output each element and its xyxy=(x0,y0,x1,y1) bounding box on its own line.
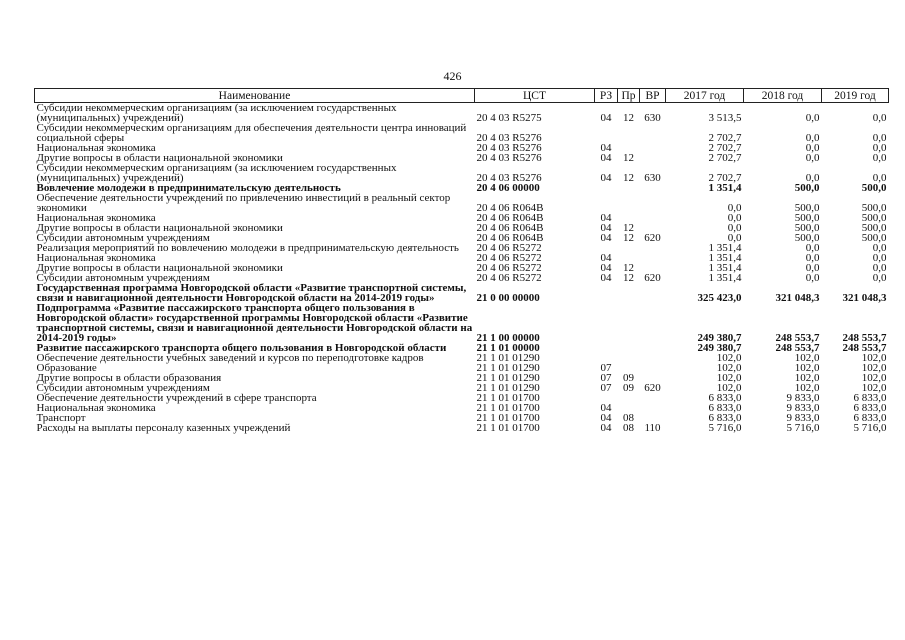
row-pr-cell xyxy=(618,303,640,343)
row-vr-cell xyxy=(640,353,666,363)
row-rz-cell: 04 xyxy=(600,252,612,264)
row-2017-cell: 325 423,0 xyxy=(697,292,742,304)
budget-table xyxy=(34,88,889,433)
row-pr-cell xyxy=(618,193,640,213)
row-name-cell: Субсидии некоммерческим организациям для обеспечения деятельности центра инноваций социальной сферы xyxy=(36,122,467,144)
row-cst-cell: 21 1 01 01700 xyxy=(476,402,540,414)
row-cst-cell: 21 1 01 01290 xyxy=(476,382,540,394)
row-2018-cell: 102,0 xyxy=(794,362,820,374)
row-cst-cell: 21 1 01 00000 xyxy=(476,342,540,354)
row-cst-cell: 21 1 01 01290 xyxy=(476,372,540,384)
row-vr-cell: 620 xyxy=(644,232,661,244)
row-2018-cell: 500,0 xyxy=(794,202,820,214)
row-2019-cell: 0,0 xyxy=(872,262,887,274)
row-name-cell: Национальная экономика xyxy=(36,212,156,224)
column-header-cst: ЦСТ xyxy=(475,89,595,103)
row-2018-cell: 9 833,0 xyxy=(786,412,820,424)
row-2017-cell: 5 716,0 xyxy=(708,422,742,434)
row-pr-cell xyxy=(618,343,640,353)
row-vr-cell xyxy=(640,193,666,213)
row-cst-cell: 21 1 01 01700 xyxy=(476,412,540,424)
column-header-rz: РЗ xyxy=(595,89,618,103)
row-pr-cell xyxy=(618,123,640,143)
row-2019-cell: 0,0 xyxy=(872,252,887,264)
row-2018-cell: 0,0 xyxy=(805,132,820,144)
row-2018-cell: 0,0 xyxy=(805,252,820,264)
row-rz-cell xyxy=(595,283,618,303)
row-name-cell: Обеспечение деятельности учреждений по привлечению инвестиций в реальный сектор экономики xyxy=(36,192,451,214)
row-vr-cell xyxy=(640,363,666,373)
row-2018-cell: 0,0 xyxy=(805,112,820,124)
table-row xyxy=(35,163,889,183)
row-rz-cell xyxy=(595,123,618,143)
row-vr-cell: 620 xyxy=(644,272,661,284)
row-name-cell: Транспорт xyxy=(36,412,86,424)
row-rz-cell xyxy=(595,343,618,353)
row-name-cell: Субсидии автономным учреждениям xyxy=(36,232,210,244)
column-header-2019: 2019 год xyxy=(822,89,889,103)
row-2019-cell: 500,0 xyxy=(861,182,887,194)
row-rz-cell xyxy=(595,183,618,193)
row-vr-cell xyxy=(640,303,666,343)
row-pr-cell: 08 xyxy=(623,412,634,424)
row-name-cell: Национальная экономика xyxy=(36,142,156,154)
row-rz-cell: 04 xyxy=(600,422,612,434)
row-2018-cell: 0,0 xyxy=(805,272,820,284)
row-name-cell: Другие вопросы в области национальной экономики xyxy=(36,152,283,164)
row-rz-cell: 04 xyxy=(600,172,612,184)
row-2019-cell: 0,0 xyxy=(872,272,887,284)
row-vr-cell xyxy=(640,123,666,143)
row-cst-cell: 20 4 03 R5276 xyxy=(476,132,542,144)
row-pr-cell: 12 xyxy=(623,152,634,164)
row-2018-cell: 102,0 xyxy=(794,382,820,394)
row-2019-cell: 321 048,3 xyxy=(842,292,887,304)
table-row xyxy=(35,243,889,253)
row-name-cell: Другие вопросы в области национальной экономики xyxy=(36,222,283,234)
row-rz-cell: 04 xyxy=(600,152,612,164)
row-2017-cell: 102,0 xyxy=(716,362,742,374)
row-cst-cell: 20 4 06 R064B xyxy=(476,212,544,224)
row-2018-cell: 248 553,7 xyxy=(775,332,820,344)
row-vr-cell xyxy=(640,403,666,413)
row-rz-cell: 07 xyxy=(600,372,612,384)
row-2019-cell: 0,0 xyxy=(872,172,887,184)
row-vr-cell xyxy=(640,243,666,253)
table-row xyxy=(35,123,889,143)
row-cst-cell: 20 4 06 R064B xyxy=(476,232,544,244)
row-2017-cell: 2 702,7 xyxy=(708,142,742,154)
row-pr-cell xyxy=(618,283,640,303)
row-pr-cell xyxy=(618,183,640,193)
row-vr-cell xyxy=(640,283,666,303)
row-2019-cell: 6 833,0 xyxy=(853,412,887,424)
row-cst-cell: 20 4 06 00000 xyxy=(476,182,540,194)
row-vr-cell xyxy=(640,143,666,153)
row-vr-cell xyxy=(640,343,666,353)
row-cst-cell: 20 4 06 R5272 xyxy=(476,262,542,274)
table-row xyxy=(35,423,889,433)
row-rz-cell: 04 xyxy=(600,112,612,124)
row-name-cell: Субсидии автономным учреждениям xyxy=(36,272,210,284)
row-cst-cell: 20 4 06 R064B xyxy=(476,222,544,234)
row-2017-cell: 0,0 xyxy=(727,212,742,224)
row-name-cell: Субсидии некоммерческим организациям (за исключением государственных (муниципальных) учреждений) xyxy=(36,162,397,184)
row-2019-cell: 102,0 xyxy=(861,352,887,364)
row-pr-cell: 12 xyxy=(623,232,634,244)
row-2017-cell: 1 351,4 xyxy=(708,272,742,284)
table-row xyxy=(35,403,889,413)
row-vr-cell: 110 xyxy=(644,422,661,434)
row-2019-cell: 500,0 xyxy=(861,212,887,224)
row-pr-cell xyxy=(618,243,640,253)
row-2017-cell: 2 702,7 xyxy=(708,172,742,184)
row-name-cell: Субсидии некоммерческим организациям (за исключением государственных (муниципальных) учреждений) xyxy=(36,102,397,124)
row-name-cell: Обеспечение деятельности учреждений в сфере транспорта xyxy=(36,392,317,404)
row-rz-cell: 04 xyxy=(600,262,612,274)
row-2018-cell: 500,0 xyxy=(794,182,820,194)
row-rz-cell xyxy=(595,193,618,213)
table-row xyxy=(35,283,889,303)
page-number: 426 xyxy=(443,69,462,83)
row-2019-cell: 102,0 xyxy=(861,382,887,394)
row-vr-cell xyxy=(640,393,666,403)
row-2019-cell: 248 553,7 xyxy=(842,332,887,344)
row-name-cell: Развитие пассажирского транспорта общего пользования в Новгородской области xyxy=(36,342,447,354)
row-pr-cell: 09 xyxy=(623,382,634,394)
row-2019-cell: 500,0 xyxy=(861,232,887,244)
column-header-vr: ВР xyxy=(640,89,666,103)
row-name-cell: Национальная экономика xyxy=(36,252,156,264)
row-pr-cell: 08 xyxy=(623,422,634,434)
row-2019-cell: 102,0 xyxy=(861,362,887,374)
row-vr-cell xyxy=(640,183,666,193)
row-name-cell: Образование xyxy=(36,362,97,374)
row-2017-cell: 0,0 xyxy=(727,232,742,244)
row-2017-cell: 0,0 xyxy=(727,202,742,214)
row-name-cell: Расходы на выплаты персоналу казенных учреждений xyxy=(36,422,291,434)
row-cst-cell: 21 1 00 00000 xyxy=(476,332,540,344)
row-cst-cell: 20 4 03 R5276 xyxy=(476,152,542,164)
row-2017-cell: 1 351,4 xyxy=(708,252,742,264)
row-cst-cell: 20 4 06 R5272 xyxy=(476,252,542,264)
row-2018-cell: 500,0 xyxy=(794,232,820,244)
row-cst-cell: 21 1 01 01290 xyxy=(476,362,540,374)
row-2018-cell: 5 716,0 xyxy=(786,422,820,434)
row-2019-cell: 6 833,0 xyxy=(853,392,887,404)
row-2017-cell: 102,0 xyxy=(716,382,742,394)
row-cst-cell: 20 4 03 R5276 xyxy=(476,142,542,154)
row-2017-cell: 6 833,0 xyxy=(708,402,742,414)
row-2017-cell: 3 513,5 xyxy=(708,112,742,124)
row-2018-cell: 102,0 xyxy=(794,372,820,384)
row-2017-cell: 1 351,4 xyxy=(708,182,742,194)
row-pr-cell xyxy=(618,353,640,363)
row-name-cell: Подпрограмма «Развитие пассажирского транспорта общего пользования в Новгородской области» государственной программы Новгородской области «Развитие транспортной системы, связи и навигационной деятельности Новгородской области на 2014-2019 годы» xyxy=(36,302,473,344)
row-name-cell: Другие вопросы в области образования xyxy=(36,372,222,384)
row-2017-cell: 249 380,7 xyxy=(697,332,742,344)
row-cst-cell: 20 4 06 R5272 xyxy=(476,272,542,284)
row-rz-cell: 07 xyxy=(600,362,612,374)
row-cst-cell: 20 4 03 R5275 xyxy=(476,112,542,124)
row-vr-cell xyxy=(640,253,666,263)
row-2019-cell: 0,0 xyxy=(872,132,887,144)
row-pr-cell: 12 xyxy=(623,272,634,284)
row-vr-cell: 630 xyxy=(644,172,661,184)
row-2018-cell: 0,0 xyxy=(805,172,820,184)
row-pr-cell: 12 xyxy=(623,222,634,234)
row-2018-cell: 0,0 xyxy=(805,242,820,254)
row-2018-cell: 0,0 xyxy=(805,152,820,164)
table-row xyxy=(35,353,889,363)
row-2017-cell: 2 702,7 xyxy=(708,152,742,164)
row-2017-cell: 0,0 xyxy=(727,222,742,234)
row-rz-cell xyxy=(595,303,618,343)
row-pr-cell: 12 xyxy=(623,172,634,184)
row-name-cell: Обеспечение деятельности учебных заведений и курсов по переподготовке кадров xyxy=(36,352,424,364)
row-name-cell: Другие вопросы в области национальной экономики xyxy=(36,262,283,274)
row-rz-cell: 04 xyxy=(600,272,612,284)
table-row xyxy=(35,103,889,124)
table-row xyxy=(35,303,889,343)
row-vr-cell xyxy=(640,153,666,163)
row-2018-cell: 0,0 xyxy=(805,142,820,154)
column-header-2017: 2017 год xyxy=(666,89,744,103)
row-2018-cell: 500,0 xyxy=(794,222,820,234)
row-2018-cell: 9 833,0 xyxy=(786,402,820,414)
row-2017-cell: 2 702,7 xyxy=(708,132,742,144)
row-cst-cell: 20 4 06 R064B xyxy=(476,202,544,214)
row-pr-cell: 12 xyxy=(623,112,634,124)
row-pr-cell: 09 xyxy=(623,372,634,384)
column-header-pr: Пр xyxy=(618,89,640,103)
row-2019-cell: 102,0 xyxy=(861,372,887,384)
row-2019-cell: 0,0 xyxy=(872,242,887,254)
column-header-name: Наименование xyxy=(35,89,475,103)
row-cst-cell: 21 0 00 00000 xyxy=(476,292,540,304)
row-rz-cell: 07 xyxy=(600,382,612,394)
row-2018-cell: 321 048,3 xyxy=(775,292,820,304)
row-cst-cell: 21 1 01 01700 xyxy=(476,392,540,404)
row-rz-cell: 04 xyxy=(600,212,612,224)
row-rz-cell: 04 xyxy=(600,412,612,424)
row-2017-cell: 102,0 xyxy=(716,372,742,384)
row-2019-cell: 0,0 xyxy=(872,112,887,124)
table-row xyxy=(35,393,889,403)
row-pr-cell: 12 xyxy=(623,262,634,274)
row-2019-cell: 248 553,7 xyxy=(842,342,887,354)
row-cst-cell: 21 1 01 01290 xyxy=(476,352,540,364)
row-2018-cell: 248 553,7 xyxy=(775,342,820,354)
row-vr-cell xyxy=(640,213,666,223)
row-2019-cell: 5 716,0 xyxy=(853,422,887,434)
column-header-2018: 2018 год xyxy=(744,89,822,103)
row-2017-cell: 6 833,0 xyxy=(708,392,742,404)
row-cst-cell: 20 4 06 R5272 xyxy=(476,242,542,254)
row-name-cell: Государственная программа Новгородской области «Развитие транспортной системы, связи и навигационной деятельности Новгородской области на 2014-2019 годы» xyxy=(36,282,467,304)
row-2019-cell: 6 833,0 xyxy=(853,402,887,414)
row-name-cell: Вовлечение молодежи в предпринимательскую деятельность xyxy=(36,182,341,194)
row-2017-cell: 249 380,7 xyxy=(697,342,742,354)
row-2019-cell: 0,0 xyxy=(872,142,887,154)
row-rz-cell: 04 xyxy=(600,232,612,244)
row-2017-cell: 1 351,4 xyxy=(708,262,742,274)
row-vr-cell: 620 xyxy=(644,382,661,394)
row-rz-cell: 04 xyxy=(600,142,612,154)
row-2017-cell: 102,0 xyxy=(716,352,742,364)
row-rz-cell: 04 xyxy=(600,402,612,414)
row-2018-cell: 0,0 xyxy=(805,262,820,274)
row-vr-cell: 630 xyxy=(644,112,661,124)
row-2018-cell: 9 833,0 xyxy=(786,392,820,404)
row-2019-cell: 500,0 xyxy=(861,202,887,214)
row-name-cell: Субсидии автономным учреждениям xyxy=(36,382,210,394)
row-pr-cell xyxy=(618,393,640,403)
row-2019-cell: 500,0 xyxy=(861,222,887,234)
row-cst-cell: 21 1 01 01700 xyxy=(476,422,540,434)
table-body xyxy=(35,103,889,434)
row-2018-cell: 500,0 xyxy=(794,212,820,224)
row-2019-cell: 0,0 xyxy=(872,152,887,164)
row-rz-cell: 04 xyxy=(600,222,612,234)
row-name-cell: Национальная экономика xyxy=(36,402,156,414)
table-row xyxy=(35,193,889,213)
table-header-row xyxy=(35,89,889,103)
row-2017-cell: 6 833,0 xyxy=(708,412,742,424)
row-cst-cell: 20 4 03 R5276 xyxy=(476,172,542,184)
row-2018-cell: 102,0 xyxy=(794,352,820,364)
row-name-cell: Реализация мероприятий по вовлечению молодежи в предпринимательскую деятельность xyxy=(36,242,459,254)
row-2017-cell: 1 351,4 xyxy=(708,242,742,254)
